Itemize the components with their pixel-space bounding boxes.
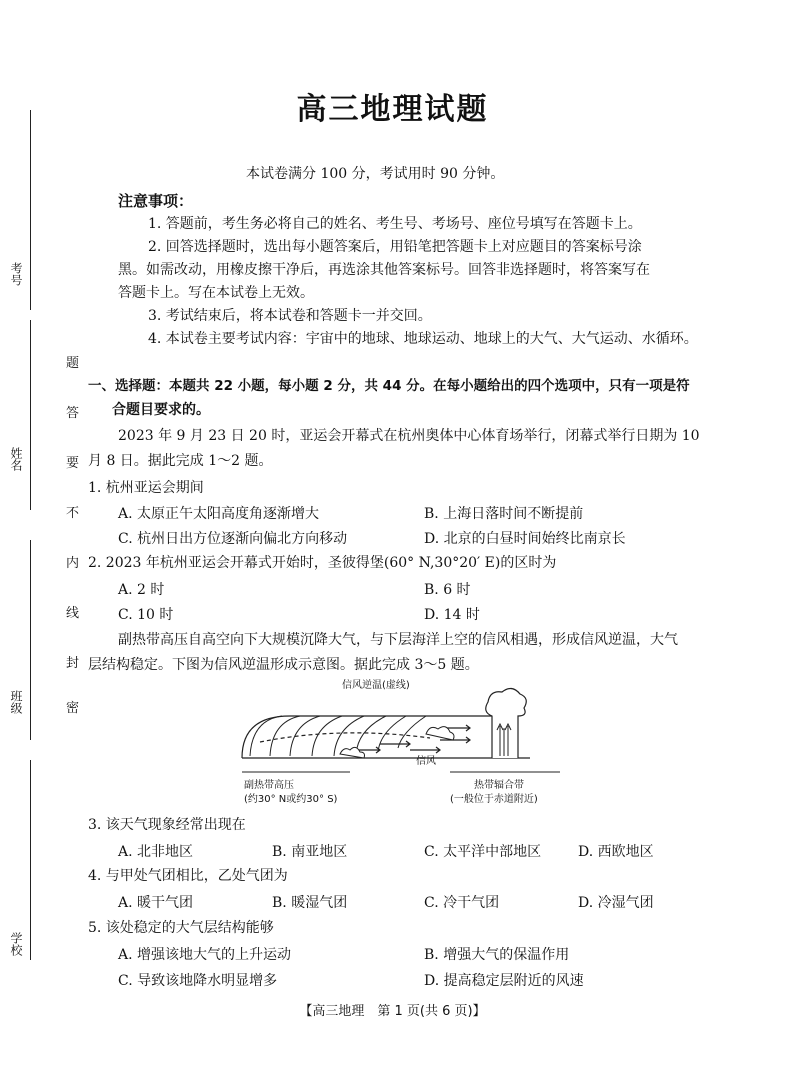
notice-heading: 注意事项： <box>118 192 194 210</box>
seal-char: 要 <box>66 456 80 471</box>
passage-line: 2023 年 9 月 23 日 20 时，亚运会开幕式在杭州奥体中心体育场举行，闭幕式举行日期为 10 <box>118 428 700 444</box>
question-stem: 5. 该处稳定的大气层结构能够 <box>88 920 274 936</box>
figure-left-label-sub: (约30° N或约30° S) <box>244 794 338 805</box>
option-d: D. 提高稳定层附近的风速 <box>424 973 584 989</box>
question-stem: 3. 该天气现象经常出现在 <box>88 817 246 833</box>
option-b: B. 暖湿气团 <box>272 895 348 911</box>
page-footer: 【高三地理 第 1 页(共 6 页)】 <box>299 1004 486 1019</box>
notice-line: 3. 考试结束后，将本试卷和答题卡一并交回。 <box>148 308 432 324</box>
sinking-air-arc <box>312 716 342 756</box>
figure-top-label: 信风逆温(虚线) <box>342 680 410 691</box>
seal-char: 密 <box>66 701 80 716</box>
seal-char: 封 <box>66 656 80 671</box>
notice-line: 2. 回答选择题时，选出每小题答案后，用铅笔把答题卡上对应题目的答案标号涂 <box>148 239 642 255</box>
option-b: B. 增强大气的保温作用 <box>424 947 570 963</box>
option-c: C. 太平洋中部地区 <box>424 844 542 860</box>
cumulonimbus-icon <box>486 688 527 758</box>
option-d: D. 14 时 <box>424 607 480 623</box>
seal-char: 内 <box>66 556 80 571</box>
seal-char: 答 <box>66 406 80 421</box>
inversion-dashed-line <box>260 733 430 742</box>
option-b: B. 上海日落时间不断提前 <box>424 506 584 522</box>
figure-right-label: 热带辐合带 <box>474 780 524 791</box>
figure-right-label-sub: (一般位于赤道附近) <box>450 794 538 805</box>
kaohao-line <box>30 110 31 310</box>
option-a: A. 太原正午太阳高度角逐渐增大 <box>118 506 320 522</box>
passage-line: 月 8 日。据此完成 1～2 题。 <box>88 453 273 469</box>
sinking-air-arc <box>356 716 386 754</box>
option-b: B. 6 时 <box>424 582 471 598</box>
xuexiao-line <box>30 760 31 960</box>
option-d: D. 西欧地区 <box>578 844 654 860</box>
notice-line: 1. 答题前，考生务必将自己的姓名、考生号、考场号、座位号填写在答题卡上。 <box>148 216 642 232</box>
option-a: A. 增强该地大气的上升运动 <box>118 947 292 963</box>
seal-char: 线 <box>66 606 80 621</box>
notice-line: 答题卡上。写在本试卷上无效。 <box>118 285 314 301</box>
banji-label: 班级 <box>9 690 23 714</box>
passage-line: 层结构稳定。下图为信风逆温形成示意图。据此完成 3～5 题。 <box>88 657 479 673</box>
option-a: A. 北非地区 <box>118 844 194 860</box>
question-stem: 4. 与甲处气团相比，乙处气团为 <box>88 868 288 884</box>
trade-wind-inversion-figure <box>230 676 570 806</box>
trade-wind-arrow <box>380 741 410 747</box>
seal-char: 不 <box>66 506 80 521</box>
sinking-air-arc <box>250 716 282 756</box>
kaohao-label: 考号 <box>9 262 23 286</box>
question-stem: 1. 杭州亚运会期间 <box>88 480 204 496</box>
option-c: C. 冷干气团 <box>424 895 500 911</box>
section-heading: 一、选择题：本题共 22 小题，每小题 2 分，共 44 分。在每小题给出的四个选项中，只有一项是符 <box>88 378 690 394</box>
passage-line: 副热带高压自高空向下大规模沉降大气，与下层海洋上空的信风相遇，形成信风逆温，大气 <box>118 632 678 648</box>
xuexiao-label: 学校 <box>9 932 23 956</box>
option-c: C. 导致该地降水明显增多 <box>118 973 278 989</box>
option-b: B. 南亚地区 <box>272 844 348 860</box>
xingming-label: 姓名 <box>9 447 23 471</box>
notice-line: 黑。如需改动，用橡皮擦干净后，再选涂其他答案标号。回答非选择题时，将答案写在 <box>118 262 650 278</box>
sinking-air-arc <box>398 716 426 748</box>
seal-char: 题 <box>66 356 80 371</box>
exam-info: 本试卷满分 100 分，考试用时 90 分钟。 <box>246 166 505 182</box>
option-c: C. 10 时 <box>118 607 174 623</box>
figure-left-label: 副热带高压 <box>244 780 294 791</box>
option-a: A. 暖干气团 <box>118 895 194 911</box>
question-stem: 2. 2023 年杭州亚运会开幕式开始时，圣彼得堡(60° N,30°20′ E)的区时为 <box>88 555 557 571</box>
option-a: A. 2 时 <box>118 582 165 598</box>
xingming-line <box>30 320 31 510</box>
cloud-icon <box>426 727 454 740</box>
banji-line <box>30 540 31 740</box>
figure-wind-label: 信风 <box>416 756 436 767</box>
option-c: C. 杭州日出方位逐渐向偏北方向移动 <box>118 531 348 547</box>
cloud-icon <box>340 747 365 758</box>
option-d: D. 北京的白昼时间始终比南京长 <box>424 531 626 547</box>
notice-line: 4. 本试卷主要考试内容：宇宙中的地球、地球运动、地球上的大气、大气运动、水循环。 <box>148 331 698 347</box>
page-title: 高三地理试题 <box>296 92 489 127</box>
section-heading-cont: 合题目要求的。 <box>112 402 210 418</box>
option-d: D. 冷湿气团 <box>578 895 654 911</box>
